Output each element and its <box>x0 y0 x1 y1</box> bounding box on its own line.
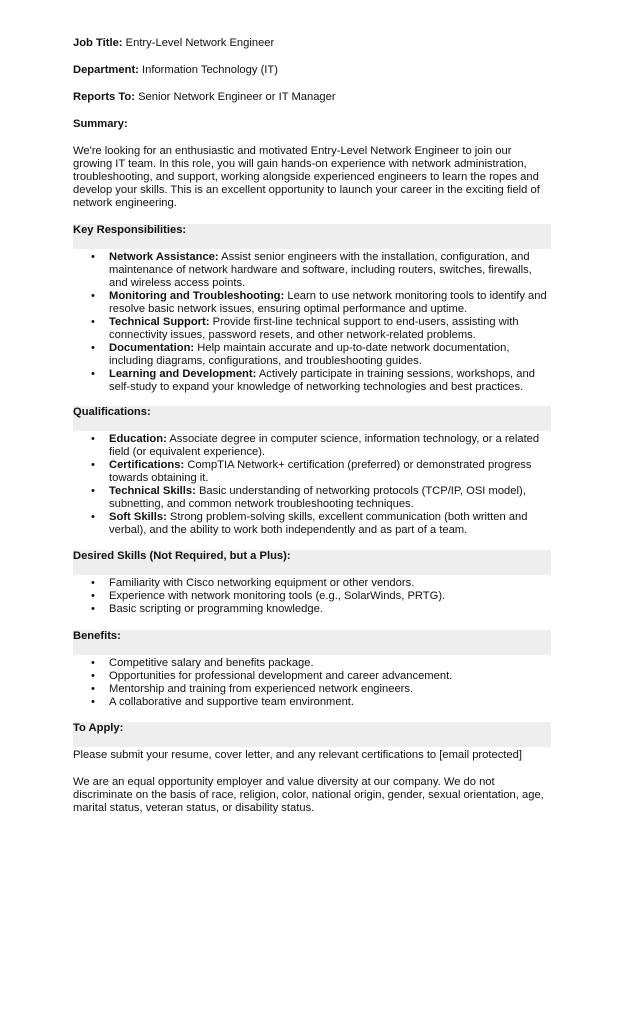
list-item <box>73 316 551 342</box>
item-text: CompTIA Network+ certification (preferred) or demonstrated progress towards obtaining it. <box>109 459 532 484</box>
item-label: Learning and Development: <box>109 368 257 380</box>
apply-heading: To Apply: <box>73 722 124 734</box>
list-item <box>73 670 551 683</box>
item-text: Learn to use network monitoring tools to identify and resolve basic network issues, ensuring optimal performance and uptime. <box>109 290 547 315</box>
item-label: Technical Support: <box>109 316 210 328</box>
bullet-icon: • <box>91 368 95 380</box>
summary-heading: Summary: <box>73 118 128 130</box>
benefits-list <box>73 657 551 709</box>
bullet-icon: • <box>91 459 95 471</box>
desired-skills-header-bar <box>73 550 551 575</box>
item-text: Basic understanding of networking protocols (TCP/IP, OSI model), subnetting, and common network troubleshooting techniques. <box>109 485 526 510</box>
item-label: Technical Skills: <box>109 485 196 497</box>
apply-header-bar <box>73 722 551 747</box>
bullet-icon: • <box>91 433 95 445</box>
list-item <box>73 368 551 394</box>
reports-to-label: Reports To: <box>73 91 135 103</box>
job-title-label: Job Title: <box>73 37 123 49</box>
item-text: Assist senior engineers with the installation, configuration, and maintenance of network hardware and software, including routers, switches, firewalls, and wireless access points. <box>109 251 532 289</box>
reports-to-value: Senior Network Engineer or IT Manager <box>138 91 336 103</box>
item-text: Strong problem-solving skills, excellent communication (both written and verbal), and the ability to work both independently and as part of a team. <box>109 511 528 536</box>
bullet-icon: • <box>91 683 95 695</box>
job-title-line <box>73 37 551 50</box>
item-text: Basic scripting or programming knowledge. <box>109 603 323 615</box>
bullet-icon: • <box>91 290 95 302</box>
qualifications-list <box>73 433 551 537</box>
apply-text: Please submit your resume, cover letter, and any relevant certifications to [email protected] <box>73 749 522 761</box>
bullet-icon: • <box>91 485 95 497</box>
desired-skills-list <box>73 577 551 616</box>
desired-skills-heading: Desired Skills (Not Required, but a Plus): <box>73 550 291 562</box>
list-item <box>73 657 551 670</box>
bullet-icon: • <box>91 590 95 602</box>
item-text: Opportunities for professional development and career advancement. <box>109 670 453 682</box>
item-text: Associate degree in computer science, information technology, or a related field (or equivalent experience). <box>109 433 540 458</box>
responsibilities-heading: Key Responsibilities: <box>73 224 187 236</box>
job-title-value: Entry-Level Network Engineer <box>125 37 275 49</box>
benefits-heading: Benefits: <box>73 630 121 642</box>
list-item <box>73 485 551 511</box>
item-text: A collaborative and supportive team environment. <box>109 696 355 708</box>
item-text: Familiarity with Cisco networking equipment or other vendors. <box>109 577 415 589</box>
bullet-icon: • <box>91 657 95 669</box>
item-text: Competitive salary and benefits package. <box>109 657 314 669</box>
list-item <box>73 590 551 603</box>
list-item <box>73 290 551 316</box>
summary-text: We're looking for an enthusiastic and motivated Entry-Level Network Engineer to join our growing IT team. In this role, you will gain hands-on experience with network administration, troubleshooting, and support, working alongside experienced engineers to learn the ropes and develop your skills. This is an excellent opportunity to launch your career in the exciting field of network engineering. <box>73 145 540 209</box>
bullet-icon: • <box>91 342 95 354</box>
item-label: Certifications: <box>109 459 185 471</box>
responsibilities-header-bar <box>73 224 551 249</box>
list-item <box>73 683 551 696</box>
bullet-icon: • <box>91 603 95 615</box>
reports-to-line <box>73 91 551 104</box>
list-item <box>73 696 551 709</box>
list-item <box>73 342 551 368</box>
item-label: Education: <box>109 433 167 445</box>
list-item <box>73 603 551 616</box>
responsibilities-list <box>73 251 551 394</box>
list-item <box>73 251 551 290</box>
list-item <box>73 511 551 537</box>
bullet-icon: • <box>91 316 95 328</box>
item-label: Documentation: <box>109 342 195 354</box>
list-item <box>73 459 551 485</box>
department-line <box>73 64 551 77</box>
qualifications-heading: Qualifications: <box>73 406 151 418</box>
bullet-icon: • <box>91 696 95 708</box>
item-text: Mentorship and training from experienced network engineers. <box>109 683 414 695</box>
bullet-icon: • <box>91 670 95 682</box>
bullet-icon: • <box>91 251 95 263</box>
item-text: Help maintain accurate and up-to-date network documentation, including diagrams, configurations, and troubleshooting guides. <box>109 342 510 367</box>
item-label: Soft Skills: <box>109 511 167 523</box>
list-item <box>73 577 551 590</box>
benefits-header-bar <box>73 630 551 655</box>
eeo-statement: We are an equal opportunity employer and value diversity at our company. We do not discriminate on the basis of race, religion, color, national origin, gender, sexual orientation, age, marital status, veteran status, or disability status. <box>73 776 544 814</box>
item-label: Monitoring and Troubleshooting: <box>109 290 285 302</box>
list-item <box>73 433 551 459</box>
item-text: Provide first-line technical support to end-users, assisting with connectivity issues, password resets, and other network-related problems. <box>109 316 519 341</box>
department-label: Department: <box>73 64 139 76</box>
department-value: Information Technology (IT) <box>142 64 278 76</box>
bullet-icon: • <box>91 511 95 523</box>
qualifications-header-bar <box>73 406 551 431</box>
item-text: Actively participate in training sessions, workshops, and self-study to expand your knowledge of networking technologies and best practices. <box>109 368 535 393</box>
bullet-icon: • <box>91 577 95 589</box>
item-label: Network Assistance: <box>109 251 219 263</box>
item-text: Experience with network monitoring tools (e.g., SolarWinds, PRTG). <box>109 590 446 602</box>
